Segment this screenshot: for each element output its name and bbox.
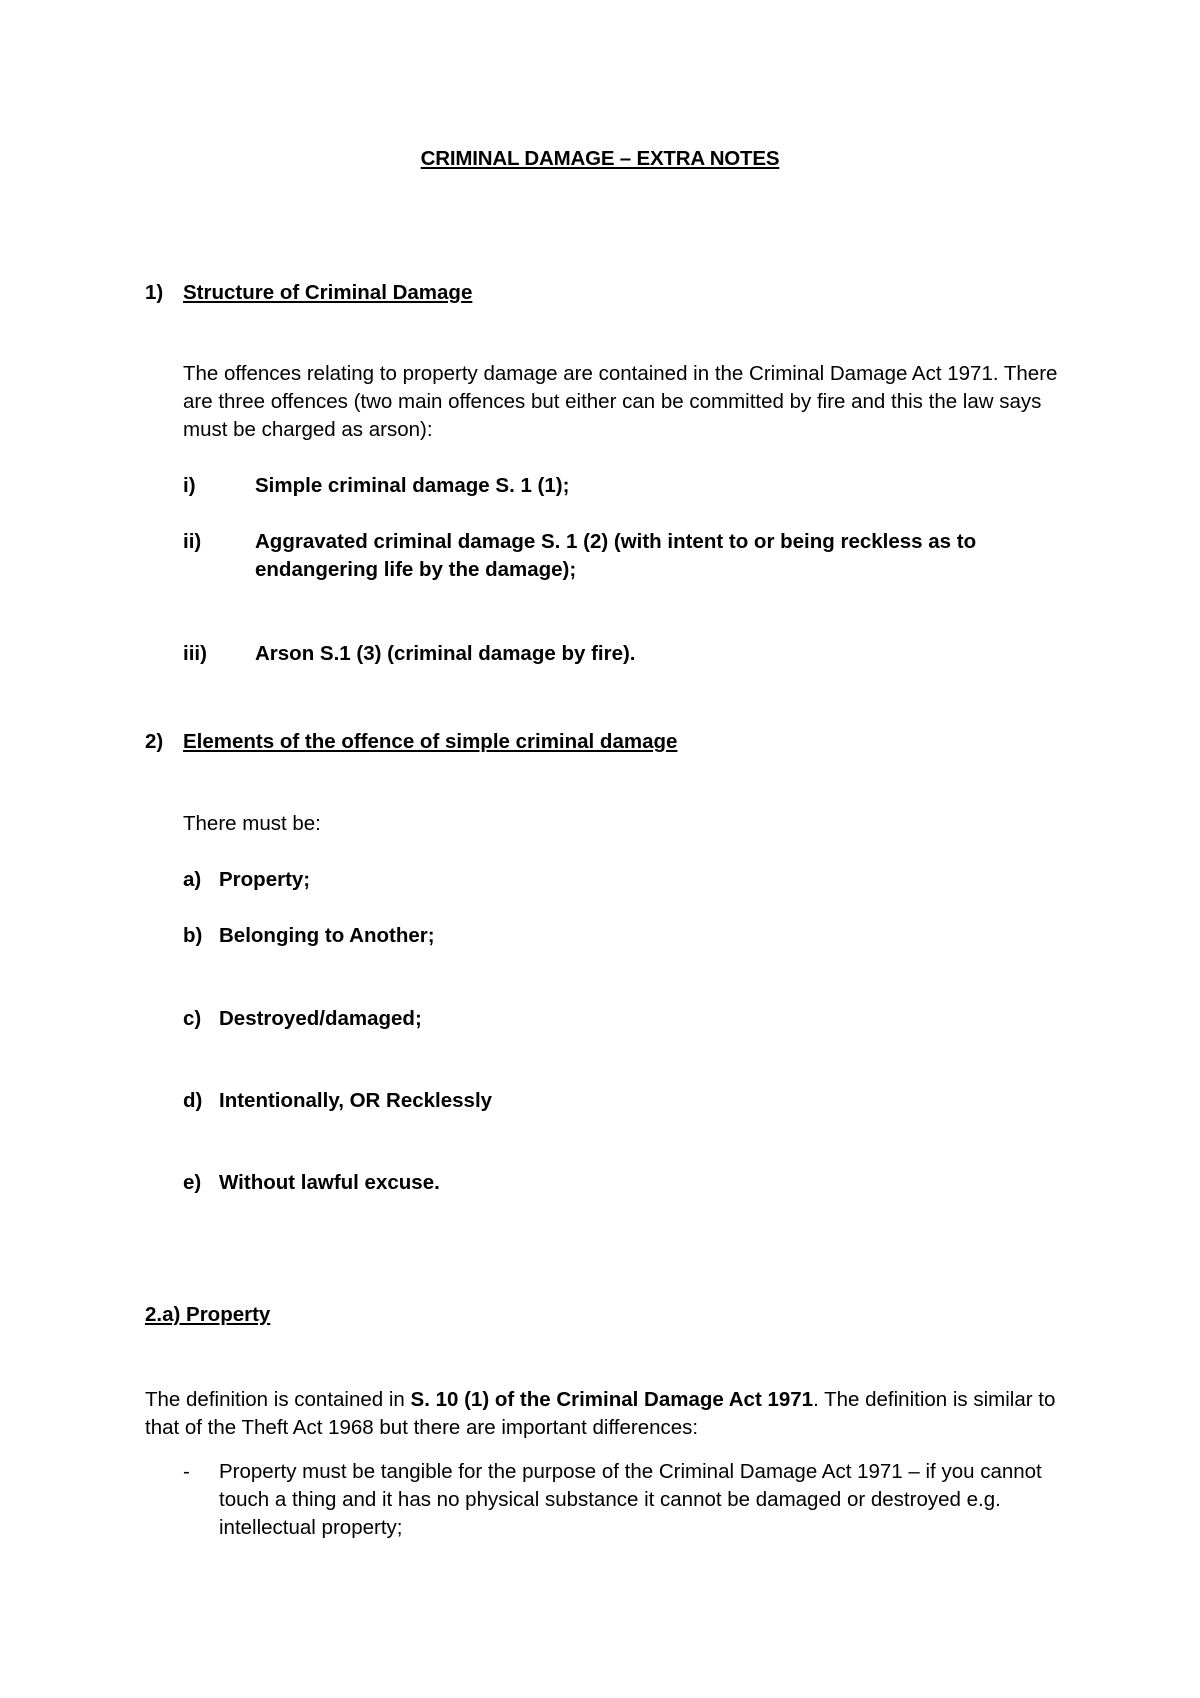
list-item-number: i)	[183, 474, 196, 497]
list-item-text: Without lawful excuse.	[219, 1171, 440, 1194]
bullet-text: Property must be tangible for the purpose of the Criminal Damage Act 1971 – if you cannot touch a thing and it has no physical substance it cannot be damaged or destroyed e.g. intellectual property;	[219, 1460, 1042, 1539]
section-2-number: 2)	[145, 730, 164, 753]
bullet-marker: -	[183, 1460, 190, 1483]
list-item-number: c)	[183, 1007, 202, 1030]
list-item-text: Arson S.1 (3) (criminal damage by fire).	[255, 642, 636, 665]
list-item-number: ii)	[183, 530, 202, 553]
list-item-number: d)	[183, 1089, 203, 1112]
list-item-text: Destroyed/damaged;	[219, 1007, 422, 1030]
list-item-number: iii)	[183, 642, 207, 665]
section-1-paragraph: The offences relating to property damage are contained in the Criminal Damage Act 1971. There are three offences (two main offences but either can be committed by fire and this the law says must be charged as arson):	[183, 362, 1058, 441]
section-1-number: 1)	[145, 281, 164, 304]
section-2-heading: Elements of the offence of simple criminal damage	[183, 730, 678, 753]
list-item-text: Aggravated criminal damage S. 1 (2) (with intent to or being reckless as to endangering life by the damage);	[255, 530, 977, 581]
list-item-number: a)	[183, 868, 202, 891]
list-item-number: b)	[183, 924, 203, 947]
list-item-text: Simple criminal damage S. 1 (1);	[255, 474, 570, 497]
paragraph-text: . The definition is similar to that of the Theft Act 1968 but there are important differences:	[145, 1388, 1056, 1439]
list-item-text: Intentionally, OR Recklessly	[219, 1089, 493, 1112]
section-2-intro: There must be:	[183, 812, 321, 835]
section-1-heading: Structure of Criminal Damage	[183, 281, 473, 304]
list-item-number: e)	[183, 1171, 202, 1194]
list-item-text: Belonging to Another;	[219, 924, 435, 947]
section-2a-heading: 2.a) Property	[145, 1303, 271, 1326]
section-2a-paragraph	[145, 1386, 1065, 1442]
list-item-text: Property;	[219, 868, 311, 891]
paragraph-text: The definition is contained in	[145, 1388, 411, 1411]
statute-reference: S. 10 (1) of the Criminal Damage Act 1971	[410, 1388, 814, 1411]
page-title: CRIMINAL DAMAGE – EXTRA NOTES	[420, 147, 780, 170]
